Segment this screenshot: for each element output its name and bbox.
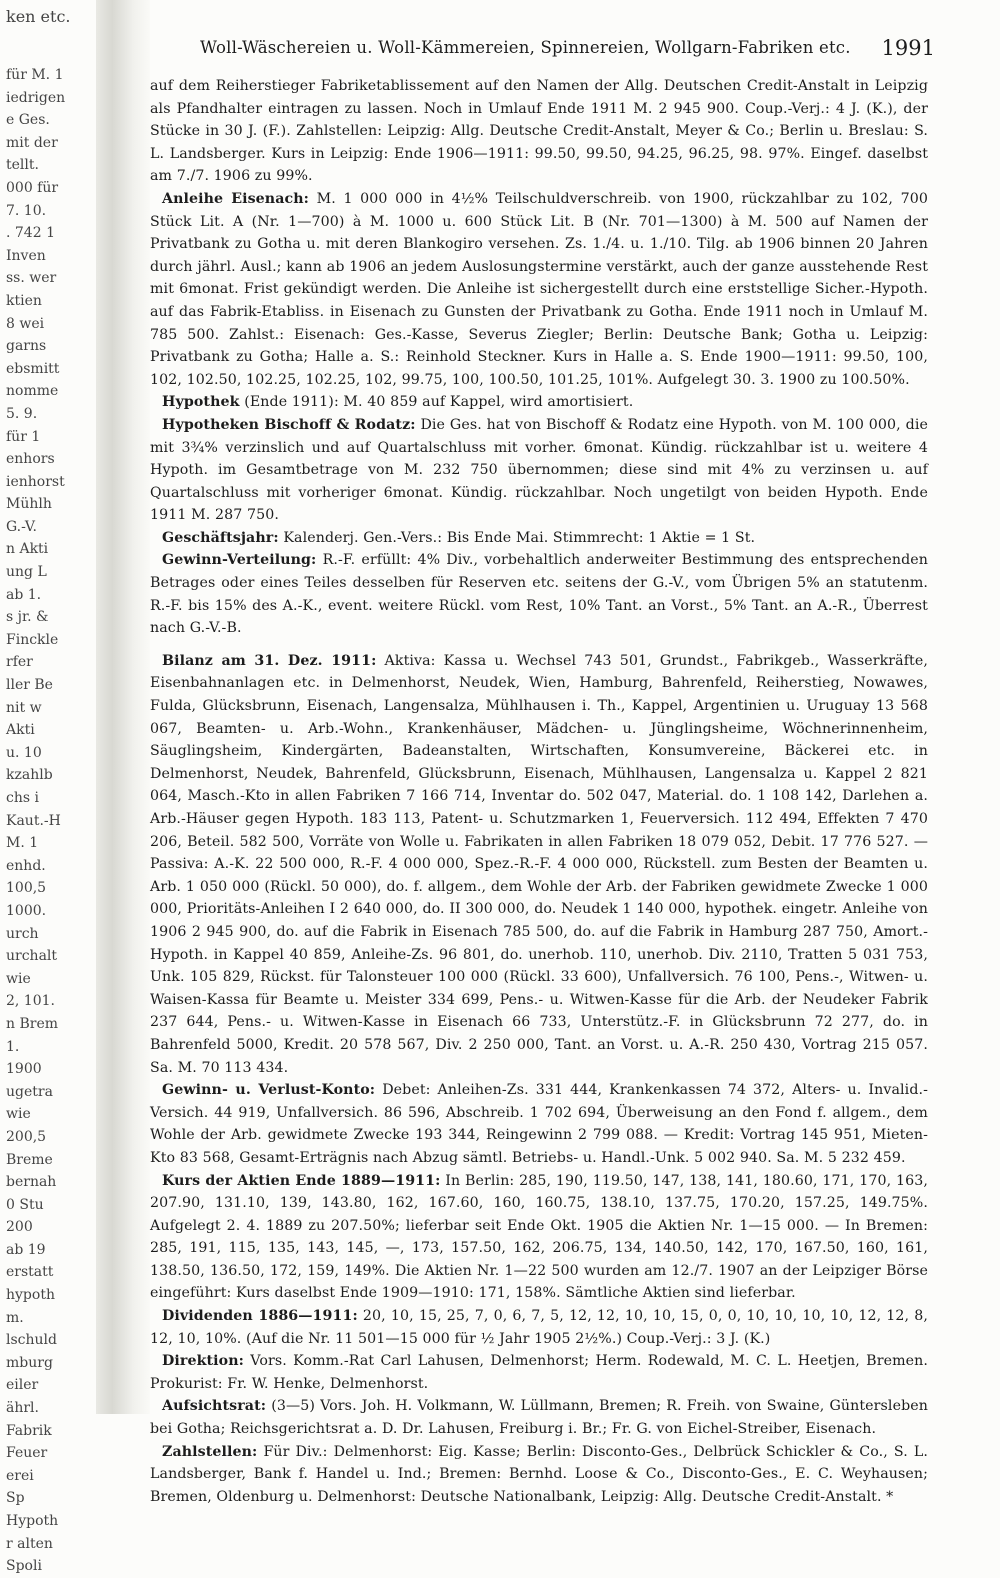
adjacent-page-line: 8 wei — [6, 315, 45, 332]
section-text: In Berlin: 285, 190, 119.50, 147, 138, 141, 180.60, 171, 170, 163, 207.90, 131.10, 139, 143.80, 162, 167.60, 160, 160.75, 138.10, 137.75, 170.20, 157.25, 149.75%. Aufgelegt 2. 4. 1889 zu 207.50%; lieferbar seit Ende Okt. 1905 die Aktien Nr. 1—15 000. — In Bremen: 285, 191, 115, 135, 143, 145, —, 173, 157.50, 162, 206.75, 134, 140.50, 142, 170, 167.50, 160, 161, 138.50, 136.50, 172, 159, 149%. Die Aktien Nr. 1—22 500 wurden am 12./7. 1907 an der Leipziger Börse eingeführt: Kurs daselbst Ende 1909—1910: 171, 158%. Sämtliche Aktien sind lieferbar. — [150, 1172, 928, 1302]
adjacent-page-line: ung L — [6, 564, 47, 581]
section-heading: Geschäftsjahr: — [162, 529, 279, 546]
adjacent-page-line: s jr. & — [6, 609, 49, 626]
adjacent-page-line: e Ges. — [6, 112, 50, 129]
adjacent-page-strip — [0, 0, 96, 1575]
adjacent-page-line: M. 1 — [6, 835, 39, 852]
adjacent-page-line: Inven — [6, 247, 46, 264]
section-heading: Gewinn- u. Verlust-Konto: — [162, 1082, 376, 1099]
adjacent-page-line: r alten — [6, 1535, 53, 1552]
adjacent-page-line: 000 für — [6, 179, 59, 196]
adjacent-page-line: ebsmitt — [6, 360, 60, 377]
adjacent-page-line: n Brem — [6, 1015, 59, 1032]
adjacent-page-line: wie — [6, 1106, 31, 1123]
section-heading: Gewinn-Verteilung: — [162, 552, 317, 569]
adjacent-page-line: Breme — [6, 1151, 53, 1168]
book-gutter — [96, 0, 150, 1414]
section-geschaeftsjahr — [150, 527, 928, 550]
section-heading: Bilanz am 31. Dez. 1911: — [162, 652, 377, 669]
section-text: R.-F. erfüllt: 4% Div., vorbehaltlich anderweiter Bestimmung des entsprechenden Betrages oder eines Teiles desselben für Reserven etc. seitens der G.-V., vom Übrigen 5% an statutenm. R.-F. bis 15% des A.-K., event. weitere Rückl. vom Rest, 10% Tant. an Vorst., 5% Tant. an A.-R., Überrest nach G.-V.-B. — [150, 552, 928, 637]
adjacent-page-line: nomme — [6, 383, 59, 400]
adjacent-page-line: erstatt — [6, 1264, 54, 1281]
section-direktion — [150, 1350, 928, 1395]
adjacent-page-line: Kaut.-H — [6, 812, 61, 829]
adjacent-page-line: Fabrik — [6, 1422, 52, 1439]
adjacent-page-line: mburg — [6, 1354, 53, 1371]
section-anleihe-intro — [150, 75, 928, 188]
section-heading: Hypotheken Bischoff & Rodatz: — [162, 416, 416, 433]
adjacent-page-line: urch — [6, 925, 39, 942]
section-heading: Anleihe Eisenach: — [162, 190, 310, 207]
adjacent-page-line: garns — [6, 338, 47, 355]
adjacent-page-line: ab 19 — [6, 1241, 46, 1258]
adjacent-page-line: ss. wer — [6, 270, 57, 287]
adjacent-page-line: Sp — [6, 1490, 25, 1507]
adjacent-page-line: ktien — [6, 292, 42, 309]
section-text: (3—5) Vors. Joh. H. Volkmann, W. Lüllmann, Bremen; R. Freih. von Swaine, Güntersleben bei Gotha; Reichsgerichtsrat a. D. Dr. Lahusen, Freiburg i. Br.; Fr. G. von Eichel-Streiber, Eisenach. — [150, 1398, 928, 1438]
adjacent-page-line: chs i — [6, 790, 39, 806]
adjacent-page-line: mit der — [6, 134, 58, 151]
adjacent-page-line: für 1 — [6, 428, 41, 445]
section-kurs — [150, 1170, 928, 1306]
adjacent-page-line: 1900 — [6, 1061, 42, 1078]
adjacent-page-line: Finckle — [6, 631, 59, 648]
adjacent-page-line: tellt. — [6, 157, 39, 174]
adjacent-page-line: lschuld — [6, 1332, 57, 1349]
section-text: M. 1 000 000 in 4½% Teilschuldverschreib. von 1900, rückzahlbar zu 102, 700 Stück Lit. A (Nr. 1—700) à M. 1000 u. 600 Stück Lit. B (Nr. 701—1300) à M. 500 auf Namen der Privatbank zu Gotha u. mit deren Blankogiro versehen. Zs. 1./4. u. 1./10. Tilg. ab 1906 binnen 20 Jahren durch jährl. Ausl.; kann ab 1906 an jedem Auslosungstermine verstärkt, auch der ganze ausstehende Rest mit 6monat. Frist gekündigt werden. Die Anleihe ist sichergestellt durch eine erststellige Sicher.-Hypoth. auf das Fabrik-Etabliss. in Eisenach zu Gunsten der Privatbank zu Gotha. Ende 1911 noch in Umlauf M. 785 500. Zahlst.: Eisenach: Ges.-Kasse, Severus Ziegler; Berlin: Deutsche Bank; Gotha u. Leipzig: Privatbank zu Gotha; Halle a. S.: Reinhold Steckner. Kurs in Halle a. S. Ende 1900—1911: 99.50, 100, 102, 102.50, 102.25, 102.25, 102, 99.75, 100, 100.50, 101.25, 101%. Aufgelegt 30. 3. 1900 zu 100.50%. — [150, 190, 928, 388]
section-zahlstellen — [150, 1441, 928, 1509]
section-text: (Ende 1911): M. 40 859 auf Kappel, wird amortisiert. — [244, 394, 634, 411]
section-heading: Dividenden 1886—1911: — [162, 1308, 358, 1325]
section-text: Debet: Anleihen-Zs. 331 444, Krankenkassen 74 372, Alters- u. Invalid.-Versich. 44 919, Unfallversich. 86 596, Abschreib. 1 702 694, Überweisung an den Fond f. allgem., dem Wohle der Arb. gewidmete Zwecke 193 344, Reingewinn 2 799 088. — Kredit: Vortrag 145 951, Mieten-Kto 83 568, Gesamt-Erträgnis nach Abzug sämtl. Betriebs- u. Handl.-Unk. 5 002 940. Sa. M. 5 232 459. — [150, 1082, 928, 1166]
section-text: Die Ges. hat von Bischoff & Rodatz eine Hypoth. von M. 100 000, die mit 3¾% verzinslich und auf Quartalschluss mit vorher. 6monat. Kündig. rückzahlbar ist u. weitere 4 Hypoth. im Gesamtbetrage von M. 232 750 übernommen; diese sind mit 4% zu verzinsen u. auf Quartalschluss mit vorheriger 6monat. Kündig. rückzahlbar. Noch ungetilgt von beiden Hypoth. Ende 1911 M. 287 750. — [150, 416, 928, 524]
adjacent-page-line: für M. 1 — [6, 67, 64, 83]
section-heading: Zahlstellen: — [162, 1443, 258, 1460]
adjacent-page-line: 200,5 — [6, 1128, 47, 1145]
adjacent-page-line: Akti — [6, 722, 35, 739]
section-text: Für Div.: Delmenhorst: Eig. Kasse; Berlin: Disconto-Ges., Delbrück Schickler & Co., S. L. Landsberger, Bank f. Handel u. Ind.; Bremen: Bernhd. Loose & Co., Disconto-Ges., E. C. Weyhausen; Bremen, Oldenburg u. Delmenhorst: Deutsche Nationalbank, Leipzig: Allg. Deutsche Credit-Anstalt. * — [150, 1443, 928, 1505]
adjacent-page-line: 1000. — [6, 902, 47, 919]
adjacent-page-line: ller Be — [6, 677, 53, 694]
section-heading: Aufsichtsrat: — [162, 1398, 267, 1415]
adjacent-page-line: iedrigen — [6, 89, 66, 106]
section-text: 20, 10, 15, 25, 7, 0, 6, 7, 5, 12, 12, 10, 10, 15, 0, 0, 10, 10, 10, 10, 12, 12, 8, 12, 10, 10%. (Auf die Nr. 11 501—15 000 für ½ Jahr 1905 2½%.) Coup.-Verj.: 3 J. (K.) — [150, 1308, 928, 1347]
section-aufsichtsrat — [150, 1395, 928, 1440]
page-body — [150, 75, 928, 1508]
adjacent-page-line: nit w — [6, 699, 42, 716]
adjacent-page-line: enhd. — [6, 857, 46, 874]
adjacent-page-line: ährl. — [6, 1400, 39, 1417]
adjacent-page-line: . 742 1 — [6, 225, 55, 242]
adjacent-page-line: 1. — [6, 1038, 20, 1055]
section-text: Aktiva: Kassa u. Wechsel 743 501, Grundst., Fabrikgeb., Wasserkräfte, Eisenbahnanlagen etc. in Delmenhorst, Neudek, Wien, Hamburg, Bahrenfeld, Reiherstieg, Nowawes, Fulda, Glücksbrunn, Eisenach, Langensalza, Mühlhausen i. Th., Kappel, Argentinien u. Uruguay 13 568 067, Beamten- u. Arb.-Wohn., Krankenhäuser, Mädchen- u. Jünglingsheime, Wöchnerinnenheim, Säuglingsheim, Kindergärten, Badeanstalten, Wirtschaften, Konsumvereine, Bäckerei etc. in Delmenhorst, Neudek, Bahrenfeld, Glücksbrunn, Eisenach, Mühlhausen, Langensalza u. Kappel 2 821 064, Masch.-Kto in allen Fabriken 7 166 714, Inventar do. 502 047, Material. do. 1 108 142, Darlehen a. Arb.-Häuser gegen Hypoth. 183 113, Patent- u. Schutzmarken 1, Feuerversich. 112 494, Effekten 7 470 206, Beteil. 582 500, Vorräte von Wolle u. Fabrikaten in allen Fabriken 18 079 052, Debit. 17 776 527. — Passiva: A.-K. 22 500 000, R.-F. 4 000 000, Spez.-R.-F. 4 000 000, Rückstell. zum Besten der Beamten u. Arb. 1 050 000 (Rückl. 50 000), do. f. allgem., dem Wohle der Arb. der Fabriken gewidmete Zwecke 1 000 000, Prioritäts-Anleihen I 2 640 000, do. II 300 000, do. Neudek 1 140 000, hypothek. eingetr. Anleihe von 1906 2 945 900, do. auf die Fabrik in Eisenach 785 500, do. auf die Fabrik in Hamburg 287 750, Amort.-Hypoth. in Kappel 40 859, Anleihe-Zs. 96 801, do. unerhob. 110, unerhob. Div. 2110, Tratten 5 031 753, Unk. 105 829, Rückst. für Talonsteuer 100 000 (Rückl. 33 600), Unfallversich. 76 100, Pens.-, Witwen- u. Waisen-Kassa für Beamte u. Meister 334 699, Pens.- u. Witwen-Kasse für die Arb. der Neudeker Fabrik 237 644, Pens.- u. Witwen-Kasse in Eisenach 66 733, Unterstütz.-F. in Glücksbrunn 72 277, do. in Bahrenfeld 5000, Kredit. 20 578 567, Div. 2 250 000, Tant. an Vorst. u. A.-R. 250 430, Vortrag 215 057. Sa. M. 70 113 434. — [150, 652, 928, 1076]
adjacent-page-line: erei — [6, 1467, 34, 1484]
page-header — [200, 36, 935, 60]
section-text: auf dem Reiherstieger Fabriketablissement auf den Namen der Allg. Deutschen Credit-Anstalt in Leipzig als Pfandhalter eintragen zu lassen. Noch in Umlauf Ende 1911 M. 2 945 900. Coup.-Verj.: 4 J. (K.), der Stücke in 30 J. (F.). Zahlstellen: Leipzig: Allg. Deutsche Credit-Anstalt, Meyer & Co.; Berlin u. Breslau: S. L. Landsberger. Kurs in Leipzig: Ende 1906—1911: 99.50, 99.50, 94.25, 96.25, 98. 97%. Eingef. daselbst am 7./7. 1906 zu 99%. — [150, 78, 928, 185]
paragraph-gap — [150, 640, 928, 650]
adjacent-page-line: Feuer — [6, 1445, 48, 1462]
adjacent-page-line: wie — [6, 970, 31, 987]
adjacent-page-line: Spoli — [6, 1558, 42, 1575]
running-title: Woll-Wäschereien u. Woll-Kämmereien, Spinnereien, Wollgarn-Fabriken etc. — [200, 38, 851, 57]
adjacent-page-line: n Akti — [6, 541, 49, 558]
adjacent-page-line: ienhorst — [6, 473, 65, 490]
adjacent-page-line: 0 Stu — [6, 1196, 44, 1213]
section-bilanz — [150, 650, 928, 1079]
section-gewinn-verlust — [150, 1079, 928, 1169]
adjacent-page-line: u. 10 — [6, 744, 42, 761]
adjacent-page-line: Mühlh — [6, 496, 52, 513]
adjacent-page-line: urchalt — [6, 948, 58, 965]
adjacent-page-line: kzahlb — [6, 767, 53, 784]
adjacent-page-line: enhors — [6, 451, 55, 468]
section-hypotheken — [150, 414, 928, 527]
adjacent-page-line: 5. 9. — [6, 405, 38, 422]
section-hypothek — [150, 391, 928, 414]
adjacent-page-line: eiler — [6, 1377, 39, 1394]
adjacent-page-lines — [0, 64, 65, 1578]
adjacent-page-line: Hypoth — [6, 1513, 59, 1529]
adjacent-page-line: 100,5 — [6, 880, 47, 897]
adjacent-page-line: m. — [6, 1309, 24, 1326]
adjacent-page-line: rfer — [6, 654, 33, 671]
adjacent-page-line: ab 1. — [6, 586, 42, 603]
adjacent-page-line: 7. 10. — [6, 202, 47, 219]
section-heading: Kurs der Aktien Ende 1889—1911: — [162, 1172, 441, 1189]
section-anleihe-eisenach — [150, 188, 928, 391]
section-gewinn-verteilung — [150, 549, 928, 639]
section-text: Vors. Komm.-Rat Carl Lahusen, Delmenhorst; Herm. Rodewald, M. C. L. Heetjen, Bremen. Prokurist: Fr. W. Henke, Delmenhorst. — [150, 1353, 928, 1392]
section-dividenden — [150, 1305, 928, 1350]
adjacent-page-line: G.-V. — [6, 518, 37, 535]
section-heading: Hypothek — [162, 394, 240, 411]
adjacent-page-line: ugetra — [6, 1083, 53, 1100]
adjacent-page-header-fragment: ken etc. — [6, 7, 71, 26]
adjacent-page-line: hypoth — [6, 1287, 55, 1304]
adjacent-page-line: 200 — [6, 1219, 33, 1236]
section-heading: Direktion: — [162, 1353, 244, 1370]
page-number: 1991 — [881, 36, 935, 60]
adjacent-page-line: 2, 101. — [6, 993, 55, 1010]
section-text: Kalenderj. Gen.-Vers.: Bis Ende Mai. Stimmrecht: 1 Aktie = 1 St. — [283, 529, 756, 546]
adjacent-page-line: bernah — [6, 1174, 57, 1191]
